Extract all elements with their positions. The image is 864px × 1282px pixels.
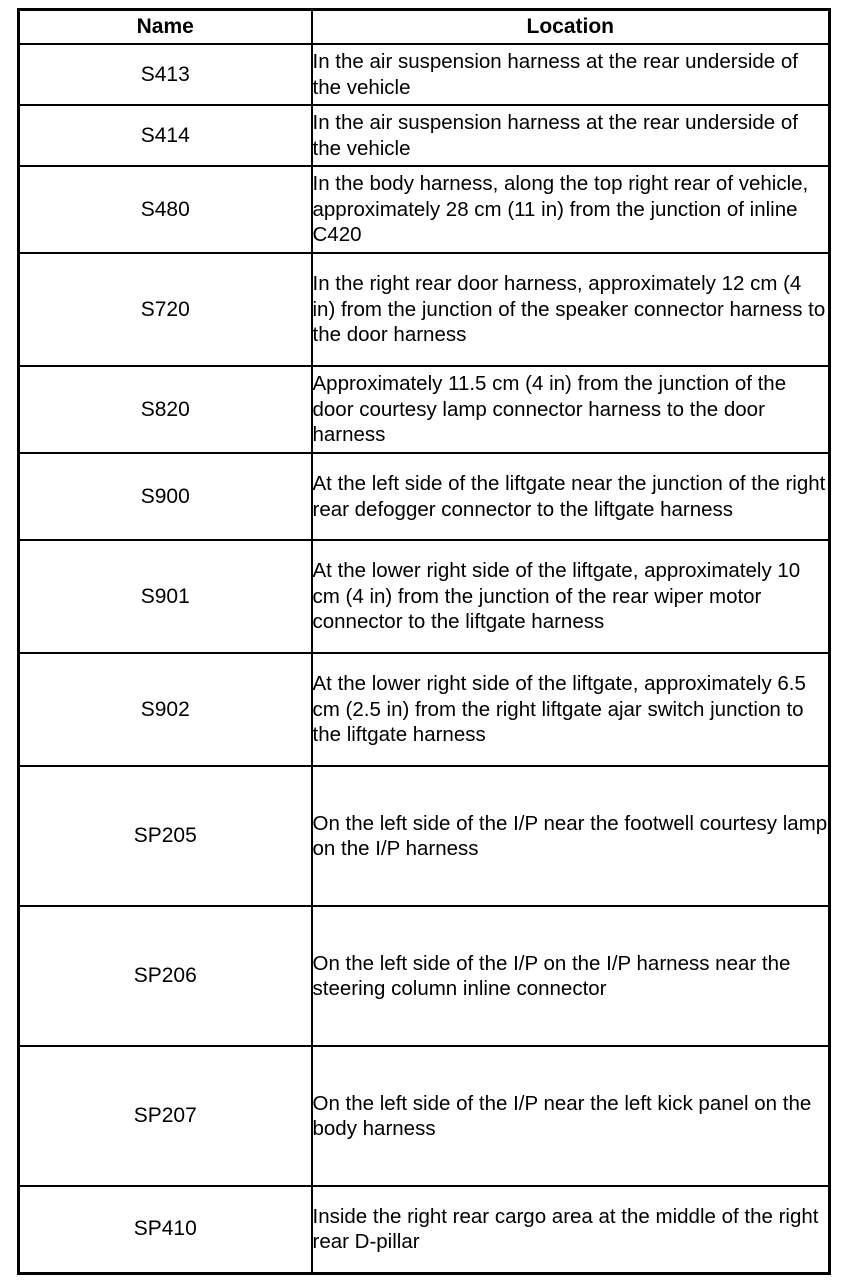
splice-location: In the air suspension harness at the rear underside of the vehicle — [312, 105, 830, 166]
table-row — [19, 44, 830, 105]
header-row — [19, 10, 830, 45]
splice-location: On the left side of the I/P near the footwell courtesy lamp on the I/P harness — [312, 766, 830, 906]
table-row — [19, 540, 830, 653]
location-column-header: Location — [312, 10, 830, 45]
splice-location: At the lower right side of the liftgate, approximately 6.5 cm (2.5 in) from the right liftgate ajar switch junction to the liftgate harness — [312, 653, 830, 766]
splice-name: SP206 — [19, 906, 312, 1046]
table-row — [19, 653, 830, 766]
splice-location: In the right rear door harness, approximately 12 cm (4 in) from the junction of the speaker connector harness to the door harness — [312, 253, 830, 366]
splice-name: S820 — [19, 366, 312, 453]
table-row — [19, 1186, 830, 1273]
splice-location: At the lower right side of the liftgate, approximately 10 cm (4 in) from the junction of the rear wiper motor connector to the liftgate harness — [312, 540, 830, 653]
splice-name: SP205 — [19, 766, 312, 906]
splice-location: On the left side of the I/P on the I/P harness near the steering column inline connector — [312, 906, 830, 1046]
splice-name: S413 — [19, 44, 312, 105]
splice-name: SP410 — [19, 1186, 312, 1273]
splice-name: SP207 — [19, 1046, 312, 1186]
table-row — [19, 366, 830, 453]
table-body — [19, 44, 830, 1273]
splice-name: S901 — [19, 540, 312, 653]
splice-location: In the body harness, along the top right rear of vehicle, approximately 28 cm (11 in) from the junction of inline C420 — [312, 166, 830, 253]
table-row — [19, 105, 830, 166]
table-header — [19, 10, 830, 45]
splice-location: Approximately 11.5 cm (4 in) from the junction of the door courtesy lamp connector harness to the door harness — [312, 366, 830, 453]
table-row — [19, 1046, 830, 1186]
splice-location: Inside the right rear cargo area at the middle of the right rear D-pillar — [312, 1186, 830, 1273]
splice-name: S900 — [19, 453, 312, 540]
splice-location: At the left side of the liftgate near the junction of the right rear defogger connector to the liftgate harness — [312, 453, 830, 540]
table-row — [19, 906, 830, 1046]
splice-name: S902 — [19, 653, 312, 766]
splice-location-table — [17, 8, 831, 1275]
splice-name: S720 — [19, 253, 312, 366]
table-row — [19, 766, 830, 906]
table-row — [19, 166, 830, 253]
table-row — [19, 453, 830, 540]
splice-location: On the left side of the I/P near the left kick panel on the body harness — [312, 1046, 830, 1186]
splice-name: S480 — [19, 166, 312, 253]
table-row — [19, 253, 830, 366]
name-column-header: Name — [19, 10, 312, 45]
splice-location: In the air suspension harness at the rear underside of the vehicle — [312, 44, 830, 105]
splice-name: S414 — [19, 105, 312, 166]
